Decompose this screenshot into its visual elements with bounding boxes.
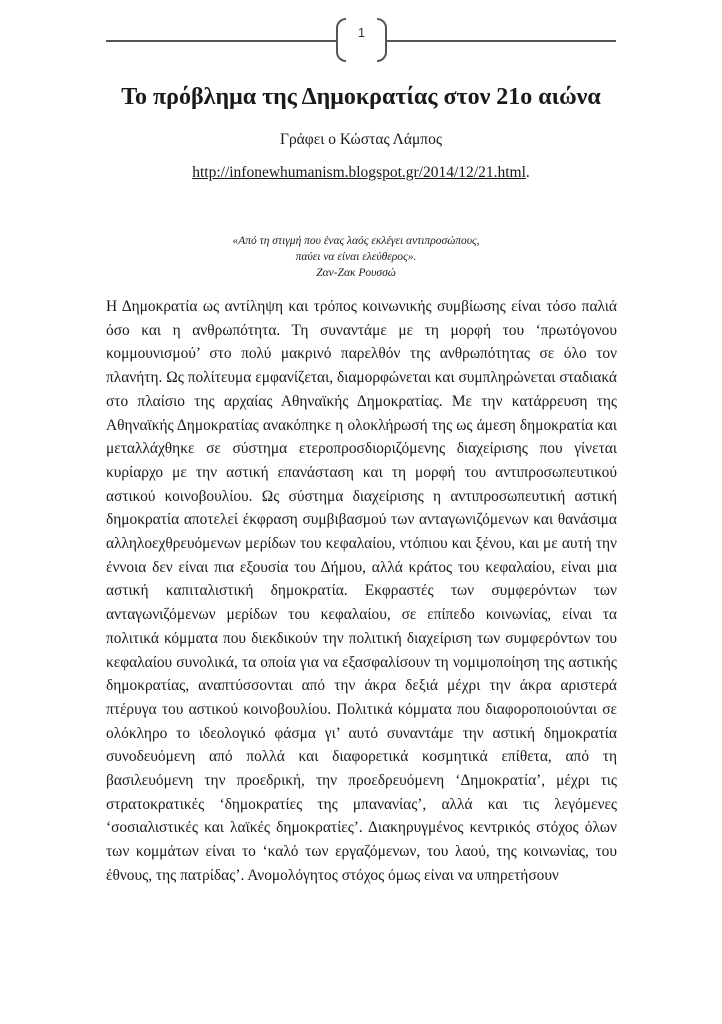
epigraph-quote [196, 233, 516, 281]
article-body: Η Δημοκρατία ως αντίληψη και τρόπος κοινωνικής συμβίωσης είναι τόσο παλιά όσο και η ανθρωπότητα. Τη συναντάμε με τη μορφή του ‘πρωτόγονου κομμουνισμού’ στο πολύ μακρινό παρελθόν της ανθρωπότητας σε όλο τον πλανήτη. Ως πολίτευμα εμφανίζεται, διαμορφώνεται και συμπληρώνεται σταδιακά στο πλαίσιο της αρχαίας Αθηναϊκής Δημοκρατίας. Με την κατάρρευση της Αθηναϊκής Δημοκρατίας ανακόπηκε η ολοκλήρωσή της ως άμεση δημοκρατία και μεταλλάχθηκε σε σύστημα ετεροπροσδιοριζόμενης διαχείρισης που γίνεται κυρίαρχο με την αστική επανάσταση και τη μορφή του αντιπροσωπευτικού αστικού κοινοβουλίου. Ως σύστημα διαχείρισης η αντιπροσωπευτική αστική δημοκρατία αποτελεί έκφραση συμβιβασμού των ανταγωνιζόμενων και θανάσιμα αλληλοεχθρευόμενων μερίδων του κεφαλαίου, ντόπιου και ξένου, και με αυτή την έννοια δεν είναι πια εξουσία του Δήμου, αλλά κράτος του κεφαλαίου, είναι μια αστική καπιταλιστική δημοκρατία. Εκφραστές των συμφερόντων των ανταγωνιζόμενων μερίδων του κεφαλαίου, σε επίπεδο κοινωνίας, είναι τα πολιτικά κόμματα που διεκδικούν την πολιτική διαχείριση των συμφερόντων του κεφαλαίου συνολικά, τα οποία για να εξασφαλίσουν τη νομιμοποίηση της αστικής δημοκρατίας, αναπτύσσονται από την άκρα δεξιά μέχρι την άκρα αριστερά πτέρυγα του αστικού κοινοβουλίου. Πολιτικά κόμματα που διαφοροποιούνται σε ολόκληρο το ιδεολογικό φάσμα γι’ αυτό συναντάμε την αστική δημοκρατία συνοδευόμενη από πολλά και διαφορετικά κοσμητικά επίθετα, από τη βασιλευόμενη την προεδρική, την προεδρευόμενη ‘Δημοκρατία’, μέχρι τις στρατοκρατικές ‘δημοκρατίες της μπανανίας’, αλλά και τις λεγόμενες ‘σοσιαλιστικές και λαϊκές δημοκρατίες’. Διακηρυγμένος κεντρικός στόχος όλων των κομμάτων είναι το ‘καλό των εργαζόμενων, του λαού, της κοινωνίας, του έθνους, της πατρίδας’. Ανομολόγητος στόχος όμως είναι να υπηρετήσουν [106, 298, 617, 884]
source-link[interactable]: http://infonewhumanism.blogspot.gr/2014/12/21.html [192, 164, 526, 181]
header-rule-left [106, 40, 337, 42]
page-number-bracket-left [336, 18, 346, 62]
quote-line: «Από τη στιγμή που ένας λαός εκλέγει αντιπροσώπους, [232, 235, 480, 247]
quote-author: Ζαν-Ζακ Ρουσσώ [316, 267, 396, 279]
quote-line: παύει να είναι ελεύθερος». [295, 251, 417, 263]
article-source [0, 164, 722, 182]
article-byline: Γράφει ο Κώστας Λάμπος [279, 131, 442, 148]
page-number: 1 [357, 25, 366, 40]
source-suffix: . [525, 164, 530, 181]
header-rule-right [386, 40, 616, 42]
page-header [0, 18, 722, 64]
article-title: Το πρόβλημα της Δημοκρατίας στον 21ο αιώνα [121, 84, 601, 110]
